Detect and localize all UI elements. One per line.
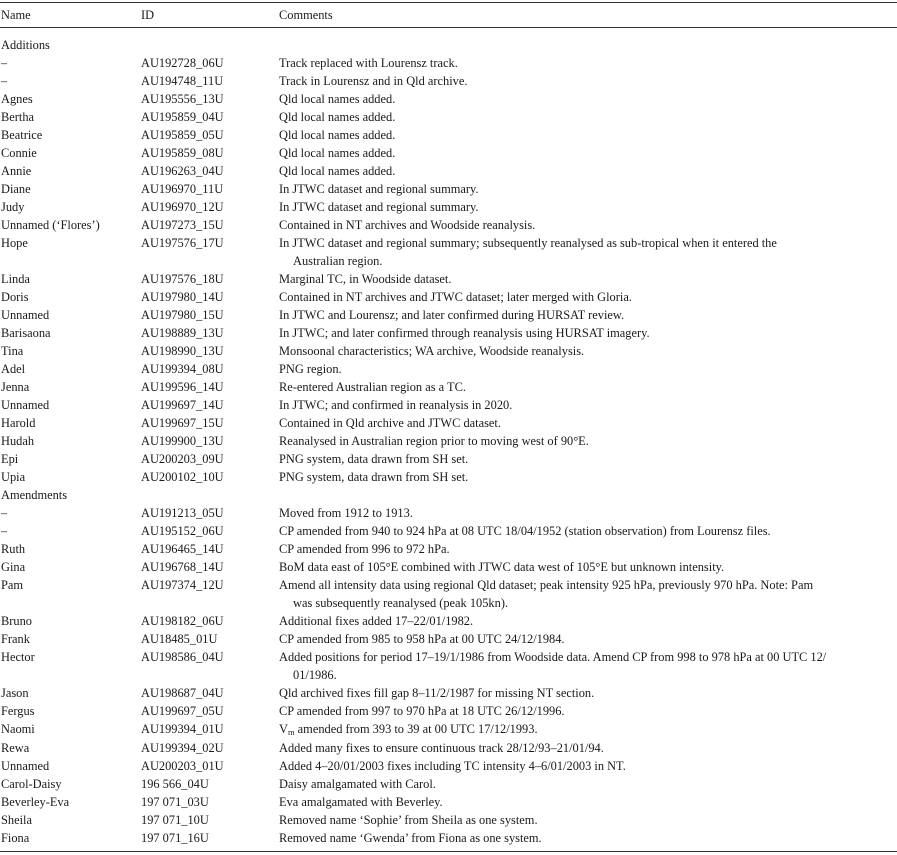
cell-name: Bruno (1, 614, 32, 628)
cell-id: AU197374_12U (141, 578, 224, 592)
cell-name: – (1, 506, 8, 520)
cell-name: Hector (1, 650, 35, 664)
cell-comment (279, 108, 897, 126)
cell-id: AU18485_01U (141, 632, 218, 646)
cell-comment (279, 378, 897, 396)
cell-comment (279, 90, 897, 108)
cell-comment (279, 198, 897, 216)
comment-text: Amend all intensity data using regional Qld dataset; peak intensity 925 hPa, previously 970 hPa. Note: Pam (279, 578, 814, 592)
cell-name: Hope (1, 236, 28, 250)
cell-id: AU195152_06U (141, 524, 224, 538)
table-row (0, 432, 897, 450)
comment-text: Qld local names added. (279, 164, 396, 178)
cell-id: AU196970_12U (141, 200, 224, 214)
table-row (0, 775, 897, 793)
comment-text: PNG region. (279, 362, 342, 376)
table-row (0, 162, 897, 180)
table-row (0, 811, 897, 829)
cell-id: AU198889_13U (141, 326, 224, 340)
comment-text: CP amended from 940 to 924 hPa at 08 UTC 18/04/1952 (station observation) from Lourensz files. (279, 524, 771, 538)
comment-text: CP amended from 996 to 972 hPa. (279, 542, 450, 556)
comment-text: Re-entered Australian region as a TC. (279, 380, 466, 394)
cell-comment (279, 558, 897, 576)
cell-comment (279, 162, 897, 180)
cell-comment (279, 540, 897, 558)
cell-comment (279, 522, 897, 540)
cell-id: 197 071_10U (141, 813, 209, 827)
comment-text: Qld local names added. (279, 128, 396, 142)
cell-comment (279, 684, 897, 702)
cell-id: AU199697_15U (141, 416, 224, 430)
comment-text: Contained in NT archives and JTWC dataset; later merged with Gloria. (279, 290, 632, 304)
cell-id: AU196263_04U (141, 164, 224, 178)
comment-continuation: was subsequently reanalysed (peak 105kn). (293, 596, 509, 610)
cell-id: AU197980_15U (141, 308, 224, 322)
cell-id: AU195556_13U (141, 92, 224, 106)
cell-id: AU191213_05U (141, 506, 224, 520)
comment-text: Added positions for period 17–19/1/1986 from Woodside data. Amend CP from 998 to 978 hPa at 00 UTC 12/ (279, 650, 827, 664)
cell-name: Upia (1, 470, 26, 484)
comment-continuation: 01/1986. (293, 668, 337, 682)
table-row (0, 216, 897, 234)
comment-text: CP amended from 997 to 970 hPa at 18 UTC 26/12/1996. (279, 704, 565, 718)
comment-text: Contained in Qld archive and JTWC dataset. (279, 416, 501, 430)
cell-id: 196 566_04U (141, 777, 209, 791)
cell-id: AU198990_13U (141, 344, 224, 358)
cell-comment (279, 72, 897, 90)
cell-name: Jenna (1, 380, 30, 394)
comment-text: In JTWC; and confirmed in reanalysis in 2020. (279, 398, 513, 412)
comment-text: Qld archived fixes fill gap 8–11/2/1987 for missing NT section. (279, 686, 595, 700)
cell-name: Carol-Daisy (1, 777, 62, 791)
cell-id: AU198586_04U (141, 650, 224, 664)
cell-name: Frank (1, 632, 30, 646)
comment-text: Removed name ‘Gwenda’ from Fiona as one system. (279, 831, 542, 845)
cell-name: Bertha (1, 110, 35, 124)
table-row (0, 612, 897, 630)
comment-subscript: m (287, 727, 295, 737)
cell-name: Barisaona (1, 326, 51, 340)
cell-comment (279, 811, 897, 829)
cell-name: Gina (1, 560, 26, 574)
section-title: Amendments (1, 488, 68, 502)
table-row (0, 540, 897, 558)
cell-comment (279, 702, 897, 720)
cell-name: Beverley-Eva (1, 795, 70, 809)
cell-name: Harold (1, 416, 36, 430)
comment-text: Marginal TC, in Woodside dataset. (279, 272, 452, 286)
cell-comment (279, 54, 897, 72)
cell-name: – (1, 56, 8, 70)
cell-id: AU198182_06U (141, 614, 224, 628)
table-row (0, 72, 897, 90)
cell-comment (279, 612, 897, 630)
cell-name: Diane (1, 182, 31, 196)
cell-name: Unnamed (‘Flores’) (1, 218, 100, 232)
table-row (0, 144, 897, 162)
comment-symbol: V (279, 722, 288, 736)
cell-name: Annie (1, 164, 32, 178)
cell-comment (279, 324, 897, 342)
cell-comment (279, 630, 897, 648)
cell-name: Pam (1, 578, 24, 592)
cell-name: Rewa (1, 741, 30, 755)
cell-id: AU199394_01U (141, 722, 224, 736)
cell-name: Naomi (1, 722, 35, 736)
comment-text: Qld local names added. (279, 110, 396, 124)
cell-id: AU195859_08U (141, 146, 224, 160)
comment-continuation: Australian region. (293, 254, 383, 268)
cell-name: Doris (1, 290, 29, 304)
comment-text: PNG system, data drawn from SH set. (279, 470, 469, 484)
cell-id: AU200203_09U (141, 452, 224, 466)
comment-text: BoM data east of 105°E combined with JTWC data west of 105°E but unknown intensity. (279, 560, 725, 574)
cell-id: AU196970_11U (141, 182, 224, 196)
cell-id: AU192728_06U (141, 56, 224, 70)
table-row (0, 180, 897, 198)
cell-comment (279, 144, 897, 162)
cell-name: Fergus (1, 704, 35, 718)
cell-id: AU199697_05U (141, 704, 224, 718)
cell-id: AU196465_14U (141, 542, 224, 556)
cell-comment (279, 180, 897, 198)
cell-comment (279, 414, 897, 432)
header-id: ID (141, 8, 155, 22)
comment-text: In JTWC dataset and regional summary. (279, 200, 479, 214)
cell-comment (279, 126, 897, 144)
cell-name: Fiona (1, 831, 30, 845)
table-row (0, 450, 897, 468)
cell-name: Jason (1, 686, 29, 700)
table-row (0, 198, 897, 216)
cell-name: Judy (1, 200, 25, 214)
cell-id: AU194748_11U (141, 74, 224, 88)
table-row (0, 757, 897, 775)
cell-name: Epi (1, 452, 19, 466)
table-row (0, 306, 897, 324)
header-comments: Comments (279, 8, 333, 22)
cell-name: Linda (1, 272, 30, 286)
cell-comment (279, 450, 897, 468)
table-row (0, 126, 897, 144)
cell-comment (279, 739, 897, 757)
cell-comment (279, 270, 897, 288)
table-row (0, 342, 897, 360)
table-row (0, 739, 897, 757)
table-row (0, 378, 897, 396)
cell-name: Tina (1, 344, 24, 358)
table-row (0, 684, 897, 702)
comment-text: In JTWC dataset and regional summary; subsequently reanalysed as sub-tropical when it entered the (279, 236, 777, 250)
cell-comment (279, 234, 897, 270)
comment-text: PNG system, data drawn from SH set. (279, 452, 469, 466)
table-row (0, 234, 897, 270)
cell-comment (279, 720, 897, 739)
cell-id: 197 071_16U (141, 831, 209, 845)
cell-id: AU199900_13U (141, 434, 224, 448)
comment-text: Moved from 1912 to 1913. (279, 506, 413, 520)
comment-text: Reanalysed in Australian region prior to moving west of 90°E. (279, 434, 589, 448)
table-row (0, 324, 897, 342)
cell-name: Sheila (1, 813, 32, 827)
cell-comment (279, 757, 897, 775)
cell-name: – (1, 74, 8, 88)
cell-comment (279, 306, 897, 324)
comment-text: Monsoonal characteristics; WA archive, Woodside reanalysis. (279, 344, 585, 358)
cell-comment (279, 360, 897, 378)
cell-id: AU199596_14U (141, 380, 224, 394)
comment-text: Additional fixes added 17–22/01/1982. (279, 614, 474, 628)
cell-comment (279, 775, 897, 793)
table-row (0, 793, 897, 811)
cell-id: AU200102_10U (141, 470, 224, 484)
cell-id: AU199394_08U (141, 362, 224, 376)
cell-comment (279, 829, 897, 847)
table-row (0, 522, 897, 540)
cell-name: Adel (1, 362, 26, 376)
comment-text: Eva amalgamated with Beverley. (279, 795, 443, 809)
comment-text: In JTWC and Lourensz; and later confirmed during HURSAT review. (279, 308, 625, 322)
table-row (0, 396, 897, 414)
cell-name: – (1, 524, 8, 538)
comment-text: Track replaced with Lourensz track. (279, 56, 458, 70)
cell-id: AU198687_04U (141, 686, 224, 700)
cell-comment (279, 216, 897, 234)
table-row (0, 829, 897, 847)
table-row (0, 54, 897, 72)
comment-text: Qld local names added. (279, 92, 396, 106)
comment-text: Added 4–20/01/2003 fixes including TC intensity 4–6/01/2003 in NT. (279, 759, 626, 773)
comment-text: In JTWC dataset and regional summary. (279, 182, 479, 196)
comment-text: Added many fixes to ensure continuous track 28/12/93–21/01/94. (279, 741, 604, 755)
table-row (0, 90, 897, 108)
cell-name: Beatrice (1, 128, 43, 142)
cell-comment (279, 793, 897, 811)
table-row (0, 468, 897, 486)
cell-id: AU197576_17U (141, 236, 224, 250)
cell-comment (279, 468, 897, 486)
header-name: Name (1, 8, 31, 22)
cell-name: Connie (1, 146, 37, 160)
comment-text: amended from 393 to 39 at 00 UTC 17/12/1993. (294, 722, 538, 736)
cell-name: Hudah (1, 434, 35, 448)
cell-name: Unnamed (1, 398, 50, 412)
cell-id: AU200203_01U (141, 759, 224, 773)
cell-id: AU197576_18U (141, 272, 224, 286)
cell-comment (279, 504, 897, 522)
table-row (0, 702, 897, 720)
cell-id: AU197980_14U (141, 290, 224, 304)
table-row (0, 576, 897, 612)
comment-text: Daisy amalgamated with Carol. (279, 777, 436, 791)
table-row (0, 270, 897, 288)
cell-id: AU199697_14U (141, 398, 224, 412)
cell-id: AU196768_14U (141, 560, 224, 574)
cell-id: AU195859_05U (141, 128, 224, 142)
comment-text: In JTWC; and later confirmed through reanalysis using HURSAT imagery. (279, 326, 650, 340)
cell-id: AU197273_15U (141, 218, 224, 232)
cell-comment (279, 576, 897, 612)
table (0, 2, 897, 852)
table-row (0, 414, 897, 432)
cell-comment (279, 396, 897, 414)
table-row (0, 630, 897, 648)
comment-text: Contained in NT archives and Woodside reanalysis. (279, 218, 536, 232)
cell-name: Ruth (1, 542, 26, 556)
table-header (0, 3, 897, 27)
cell-name: Unnamed (1, 759, 50, 773)
cell-id: AU199394_02U (141, 741, 224, 755)
table-row (0, 288, 897, 306)
comment-text: CP amended from 985 to 958 hPa at 00 UTC 24/12/1984. (279, 632, 565, 646)
table-row (0, 558, 897, 576)
comment-text: Removed name ‘Sophie’ from Sheila as one system. (279, 813, 538, 827)
cell-comment (279, 648, 897, 684)
cell-id: 197 071_03U (141, 795, 209, 809)
cell-comment (279, 288, 897, 306)
table-row (0, 360, 897, 378)
table-row (0, 108, 897, 126)
table-row (0, 720, 897, 739)
section-title: Additions (1, 38, 50, 52)
table-row (0, 504, 897, 522)
comment-text: Track in Lourensz and in Qld archive. (279, 74, 468, 88)
table-body (0, 28, 897, 847)
table-row (0, 648, 897, 684)
cell-name: Unnamed (1, 308, 50, 322)
comment-text: Qld local names added. (279, 146, 396, 160)
cell-name: Agnes (1, 92, 33, 106)
cell-comment (279, 342, 897, 360)
cell-id: AU195859_04U (141, 110, 224, 124)
cell-comment (279, 432, 897, 450)
bottom-rule (0, 851, 897, 852)
